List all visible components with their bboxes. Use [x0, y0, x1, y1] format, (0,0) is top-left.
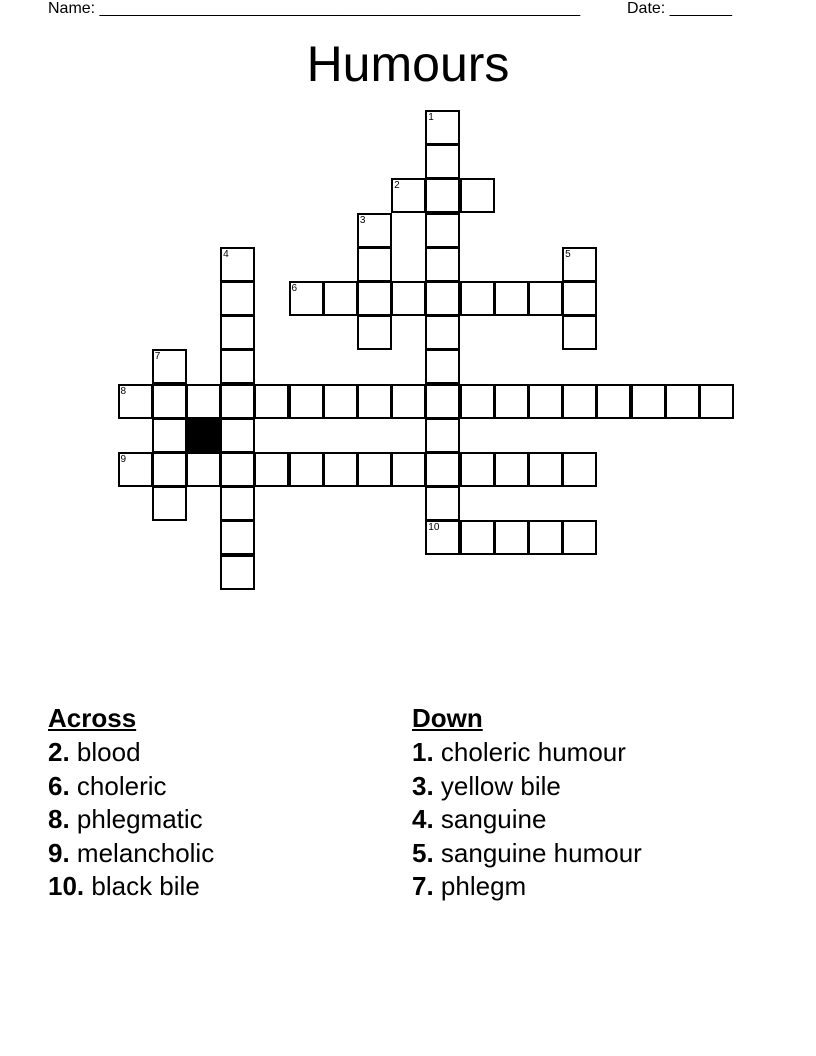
grid-cell[interactable]	[220, 247, 255, 282]
grid-cell[interactable]	[528, 384, 563, 419]
across-clue: 8. phlegmatic	[48, 804, 203, 834]
grid-cell[interactable]	[357, 452, 392, 487]
grid-cell[interactable]	[357, 213, 392, 248]
grid-cell[interactable]	[289, 452, 324, 487]
clue-number: 10	[428, 522, 440, 534]
grid-cell[interactable]	[323, 384, 358, 419]
grid-cell[interactable]	[186, 384, 221, 419]
grid-cell[interactable]	[357, 281, 392, 316]
grid-cell[interactable]	[425, 247, 460, 282]
clue-number: 2	[394, 180, 400, 192]
grid-cell[interactable]	[254, 384, 289, 419]
grid-cell[interactable]	[220, 555, 255, 590]
clue-number: 8	[120, 385, 127, 397]
grid-cell[interactable]	[220, 315, 255, 350]
clue-number: 1	[428, 112, 434, 123]
grid-cell[interactable]	[562, 384, 597, 419]
clue-number: 6	[291, 283, 298, 294]
grid-cell[interactable]	[425, 144, 460, 179]
grid-cell[interactable]	[494, 281, 529, 316]
grid-cell[interactable]	[220, 281, 255, 316]
across-clue: 10. black bile	[48, 871, 200, 901]
grid-cell[interactable]	[152, 452, 187, 487]
grid-cell[interactable]	[220, 486, 255, 521]
grid-cell[interactable]	[289, 281, 324, 316]
puzzle-title: Humours	[306, 36, 510, 92]
grid-cell[interactable]	[118, 384, 153, 419]
grid-cell[interactable]	[152, 486, 187, 521]
grid-cell[interactable]	[494, 384, 529, 419]
clue-number: 7	[154, 351, 161, 363]
grid-cell[interactable]	[220, 418, 255, 453]
grid-cell[interactable]	[425, 384, 460, 419]
grid-cell[interactable]	[562, 315, 597, 350]
grid-cell[interactable]	[323, 281, 358, 316]
grid-cell[interactable]	[460, 281, 495, 316]
grid-cell[interactable]	[289, 384, 324, 419]
grid-cell[interactable]	[460, 178, 495, 213]
clue-number: 5	[565, 248, 571, 260]
grid-cell[interactable]	[391, 452, 426, 487]
grid-cell[interactable]	[152, 349, 187, 384]
grid-cell[interactable]	[562, 452, 597, 487]
clue-number: 9	[120, 454, 127, 465]
grid-cell[interactable]	[152, 418, 187, 453]
grid-cell[interactable]	[596, 384, 631, 419]
grid-cell[interactable]	[425, 281, 460, 316]
grid-cell[interactable]	[562, 520, 597, 555]
clue-number: 4	[223, 248, 229, 260]
grid-cell[interactable]	[357, 384, 392, 419]
down-clue: 1. choleric humour	[412, 737, 626, 767]
across-clue: 6. choleric	[48, 770, 167, 801]
grid-cell[interactable]	[323, 452, 358, 487]
down-clue: 5. sanguine humour	[412, 837, 642, 868]
grid-cell[interactable]	[425, 315, 460, 350]
grid-cell[interactable]	[391, 384, 426, 419]
grid-cell[interactable]	[357, 315, 392, 350]
grid-cell[interactable]	[528, 520, 563, 555]
grid-cell[interactable]	[425, 452, 460, 487]
black-square	[186, 418, 221, 453]
grid-cell[interactable]	[528, 281, 563, 316]
grid-cell[interactable]	[460, 452, 495, 487]
name-field-label: Name: ______________________________________________________	[48, 0, 581, 17]
grid-cell[interactable]	[562, 247, 597, 282]
across-heading: Across	[48, 703, 137, 733]
grid-cell[interactable]	[425, 418, 460, 453]
down-heading: Down	[412, 703, 483, 733]
grid-cell[interactable]	[220, 520, 255, 555]
down-clues	[412, 700, 642, 904]
grid-cell[interactable]	[460, 520, 495, 555]
grid-cell[interactable]	[220, 384, 255, 419]
grid-cell[interactable]	[665, 384, 700, 419]
across-clues	[48, 700, 214, 904]
grid-cell[interactable]	[186, 452, 221, 487]
down-clue: 4. sanguine	[412, 804, 547, 834]
grid-cell[interactable]	[699, 384, 734, 419]
down-clue: 3. yellow bile	[412, 770, 561, 801]
grid-cell[interactable]	[152, 384, 187, 419]
date-field-label: Date: _______	[627, 0, 732, 17]
grid-cell[interactable]	[391, 178, 426, 213]
grid-cell[interactable]	[528, 452, 563, 487]
grid-cell[interactable]	[494, 520, 529, 555]
grid-cell[interactable]	[220, 349, 255, 384]
grid-cell[interactable]	[460, 384, 495, 419]
grid-cell[interactable]	[425, 110, 460, 145]
grid-cell[interactable]	[425, 178, 460, 213]
grid-cell[interactable]	[425, 349, 460, 384]
grid-cell[interactable]	[562, 281, 597, 316]
grid-cell[interactable]	[494, 452, 529, 487]
grid-cell[interactable]	[357, 247, 392, 282]
grid-cell[interactable]	[254, 452, 289, 487]
grid-cell[interactable]	[631, 384, 666, 419]
grid-cell[interactable]	[425, 486, 460, 521]
grid-cell[interactable]	[391, 281, 426, 316]
grid-cell[interactable]	[425, 213, 460, 248]
grid-cell[interactable]	[220, 452, 255, 487]
clue-number: 3	[359, 214, 366, 226]
across-clue: 9. melancholic	[48, 837, 215, 868]
grid-cell[interactable]	[118, 452, 153, 487]
grid-cell[interactable]	[425, 520, 460, 555]
across-clue: 2. blood	[48, 737, 141, 767]
down-clue: 7. phlegm	[412, 871, 527, 901]
